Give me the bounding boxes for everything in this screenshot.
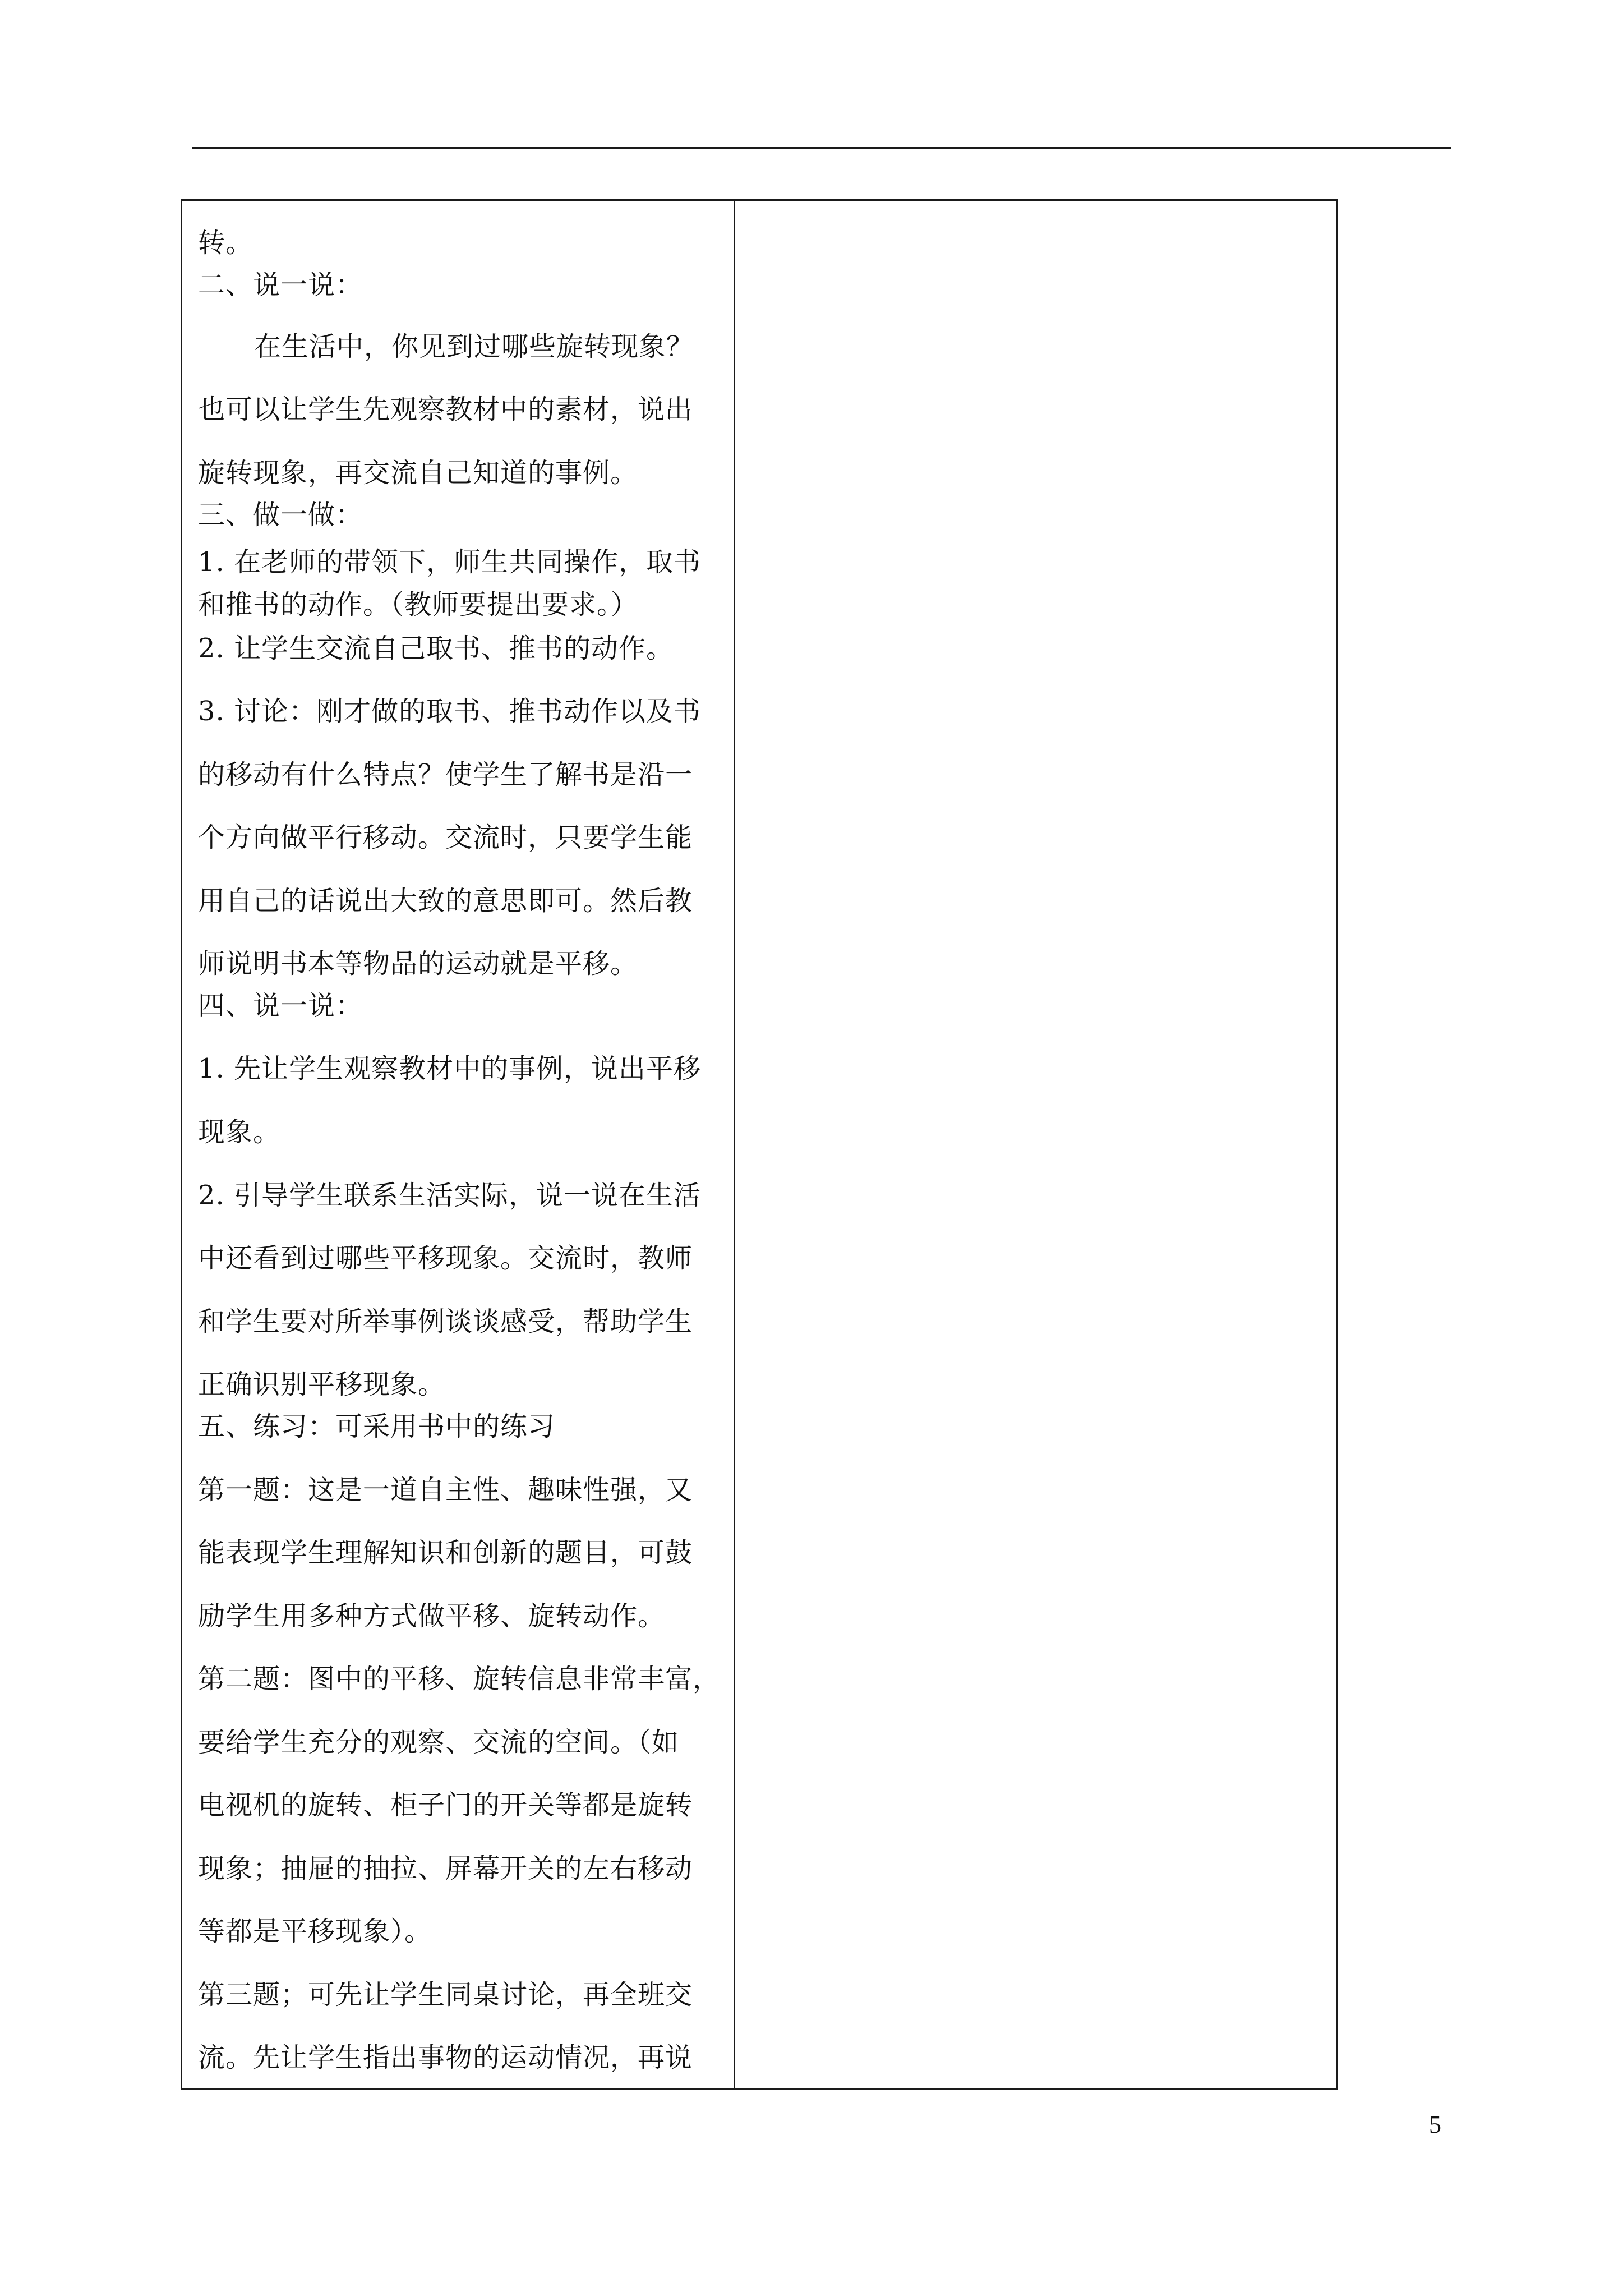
content-line: 第三题；可先让学生同桌讨论，再全班交 (198, 1979, 693, 2010)
content-line: 2. 让学生交流自己取书、推书的动作。 (198, 633, 674, 664)
content-line: 现象。 (198, 1116, 281, 1148)
notes-cell (735, 201, 1336, 2088)
content-line: 1. 在老师的带领下，师生共同操作，取书 (198, 546, 702, 578)
content-line: 也可以让学生先观察教材中的素材，说出 (198, 394, 693, 425)
section-heading: 四、说一说： (198, 990, 363, 1022)
content-line: 在生活中，你见到过哪些旋转现象？ (254, 331, 694, 362)
content-line: 个方向做平行移动。交流时，只要学生能 (198, 822, 693, 853)
content-line: 转。 (198, 227, 253, 259)
content-line: 第二题：图中的平移、旋转信息非常丰富， (198, 1663, 721, 1695)
content-line: 电视机的旋转、柜子门的开关等都是旋转 (198, 1789, 693, 1821)
content-line: 第一题：这是一道自主性、趣味性强，又 (198, 1474, 693, 1506)
content-line: 和学生要对所举事例谈谈感受，帮助学生 (198, 1306, 693, 1337)
content-line: 能表现学生理解知识和创新的题目，可鼓 (198, 1537, 693, 1568)
content-line: 等都是平移现象）。 (198, 1916, 432, 1947)
page-number: 5 (1429, 2111, 1441, 2138)
content-line: 正确识别平移现象。 (198, 1369, 446, 1400)
content-line: 用自己的话说出大致的意思即可。然后教 (198, 885, 693, 917)
content-line: 中还看到过哪些平移现象。交流时，教师 (198, 1243, 693, 1274)
header-rule (192, 147, 1451, 149)
content-line: 3. 讨论：刚才做的取书、推书动作以及书 (198, 696, 702, 727)
content-line: 流。先让学生指出事物的运动情况，再说 (198, 2042, 693, 2073)
content-line: 的移动有什么特点？使学生了解书是沿一 (198, 759, 693, 790)
content-line: 师说明书本等物品的运动就是平移。 (198, 948, 638, 979)
section-heading: 二、说一说： (198, 269, 363, 301)
content-line: 要给学生充分的观察、交流的空间。（如 (198, 1727, 680, 1758)
content-line: 1. 先让学生观察教材中的事例，说出平移 (198, 1053, 702, 1084)
content-line: 旋转现象，再交流自己知道的事例。 (198, 457, 638, 489)
content-line: 2. 引导学生联系生活实际，说一说在生活 (198, 1180, 702, 1211)
lesson-content-cell (198, 201, 731, 2088)
content-line: 励学生用多种方式做平移、旋转动作。 (198, 1600, 666, 1632)
section-heading: 五、练习：可采用书中的练习 (198, 1411, 556, 1442)
section-heading: 三、做一做： (198, 499, 363, 531)
content-line: 和推书的动作。（教师要提出要求。） (198, 589, 639, 620)
content-line: 现象；抽屉的抽拉、屏幕开关的左右移动 (198, 1853, 693, 1884)
lesson-table (181, 199, 1338, 2090)
